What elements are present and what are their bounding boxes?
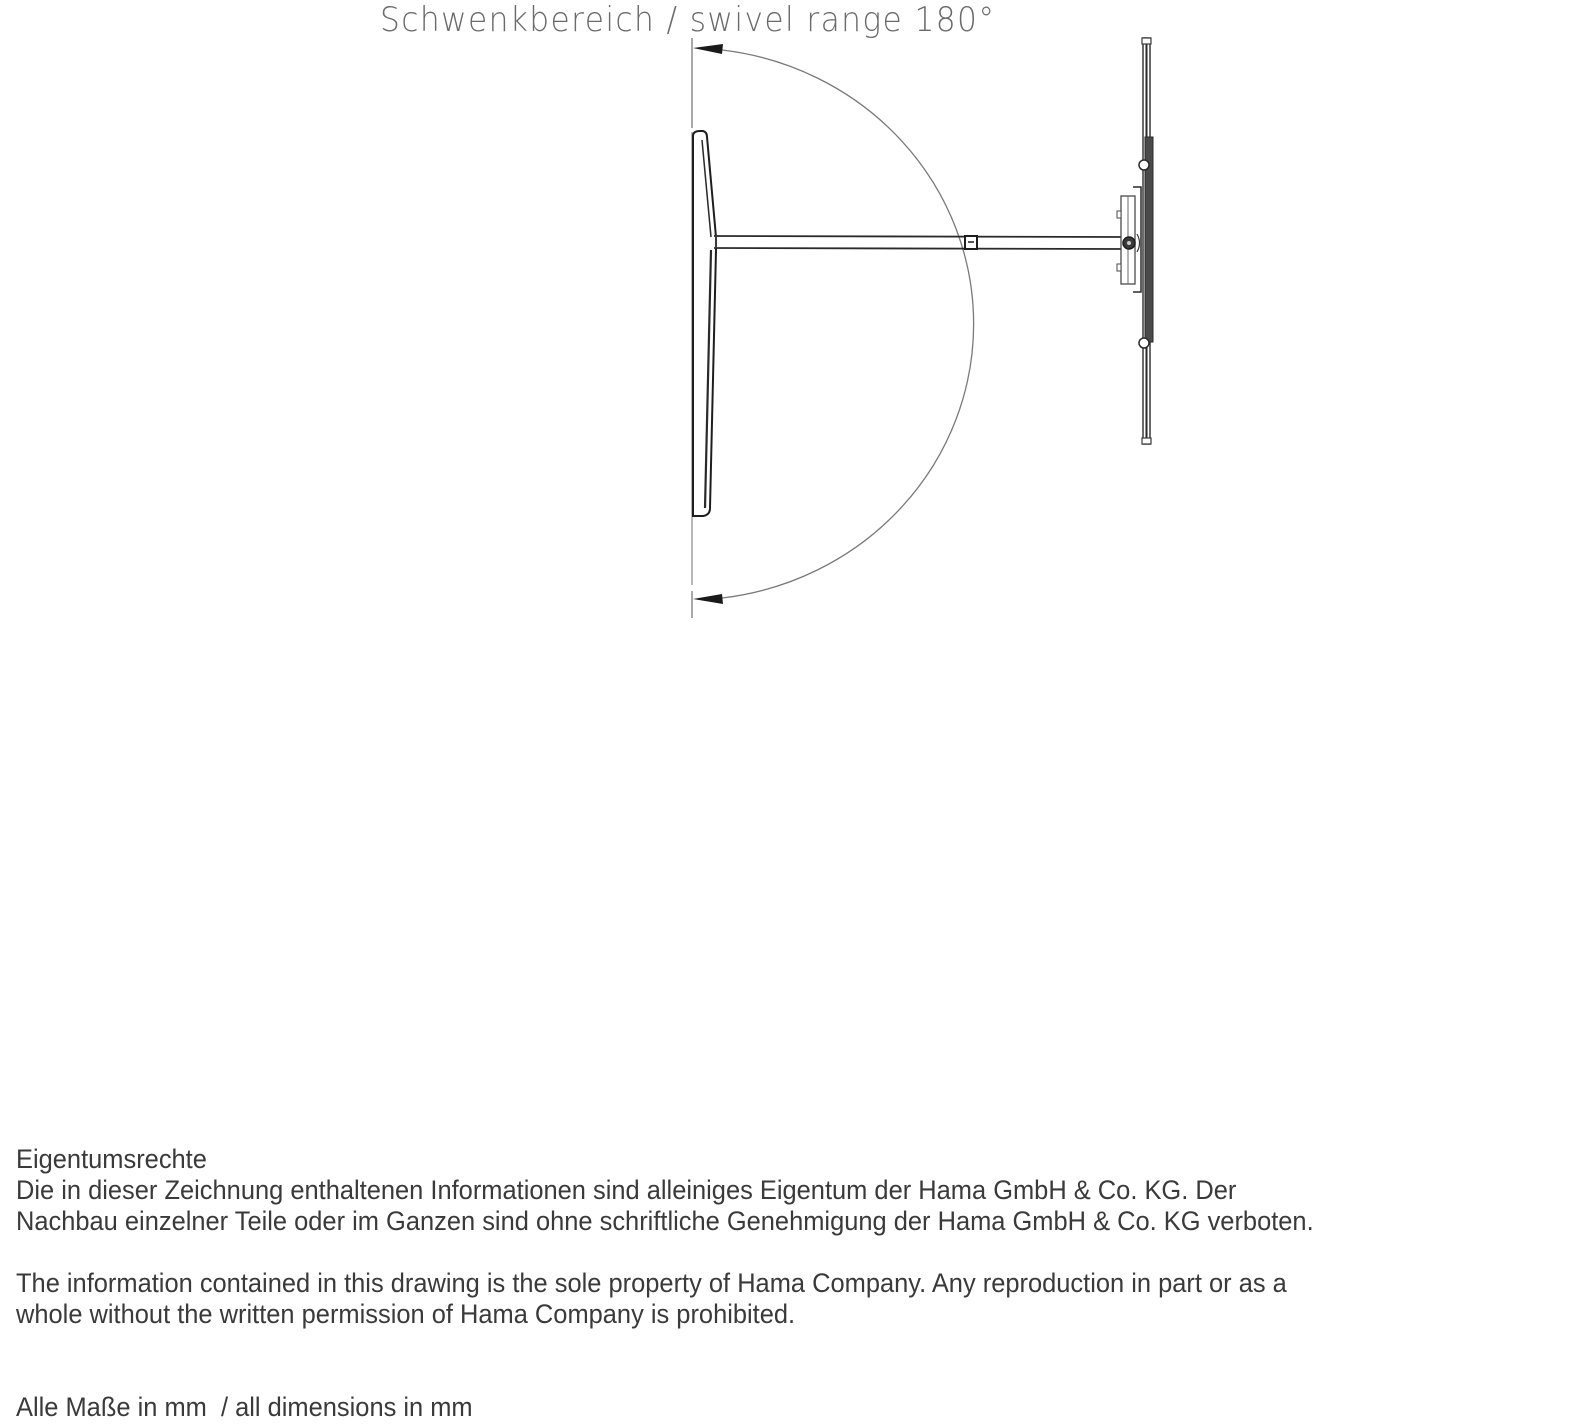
legal-heading: Eigentumsrechte bbox=[16, 1144, 207, 1174]
technical-drawing bbox=[0, 0, 1595, 640]
legal-english-line-1: The information contained in this drawing is the sole property of Hama Company. Any reproduction in part or as a bbox=[16, 1268, 1287, 1298]
arrow-left-icon bbox=[693, 594, 723, 604]
spacer bbox=[16, 1237, 1528, 1268]
swivel-diagram bbox=[0, 0, 1595, 640]
legal-english-line-2: whole without the written permission of Hama Company is prohibited. bbox=[16, 1299, 796, 1329]
legal-notice bbox=[16, 1144, 1528, 1330]
wall-plate bbox=[1117, 38, 1153, 444]
swivel-arc bbox=[693, 44, 974, 604]
tv-panel bbox=[693, 131, 716, 516]
legal-german-line-1: Die in dieser Zeichnung enthaltenen Informationen sind alleiniges Eigentum der Hama GmbH & Co. KG. Der bbox=[16, 1175, 1237, 1205]
dimensions-note: Alle Maße in mm / all dimensions in mm bbox=[16, 1392, 473, 1422]
legal-german-line-2: Nachbau einzelner Teile oder im Ganzen sind ohne schriftliche Genehmigung der Hama GmbH & Co. KG verboten. bbox=[16, 1206, 1314, 1236]
swivel-range-label: Schwenkbereich / swivel range 180° bbox=[380, 0, 996, 40]
swivel-arm bbox=[714, 236, 1125, 249]
arrow-left-icon bbox=[693, 44, 723, 54]
